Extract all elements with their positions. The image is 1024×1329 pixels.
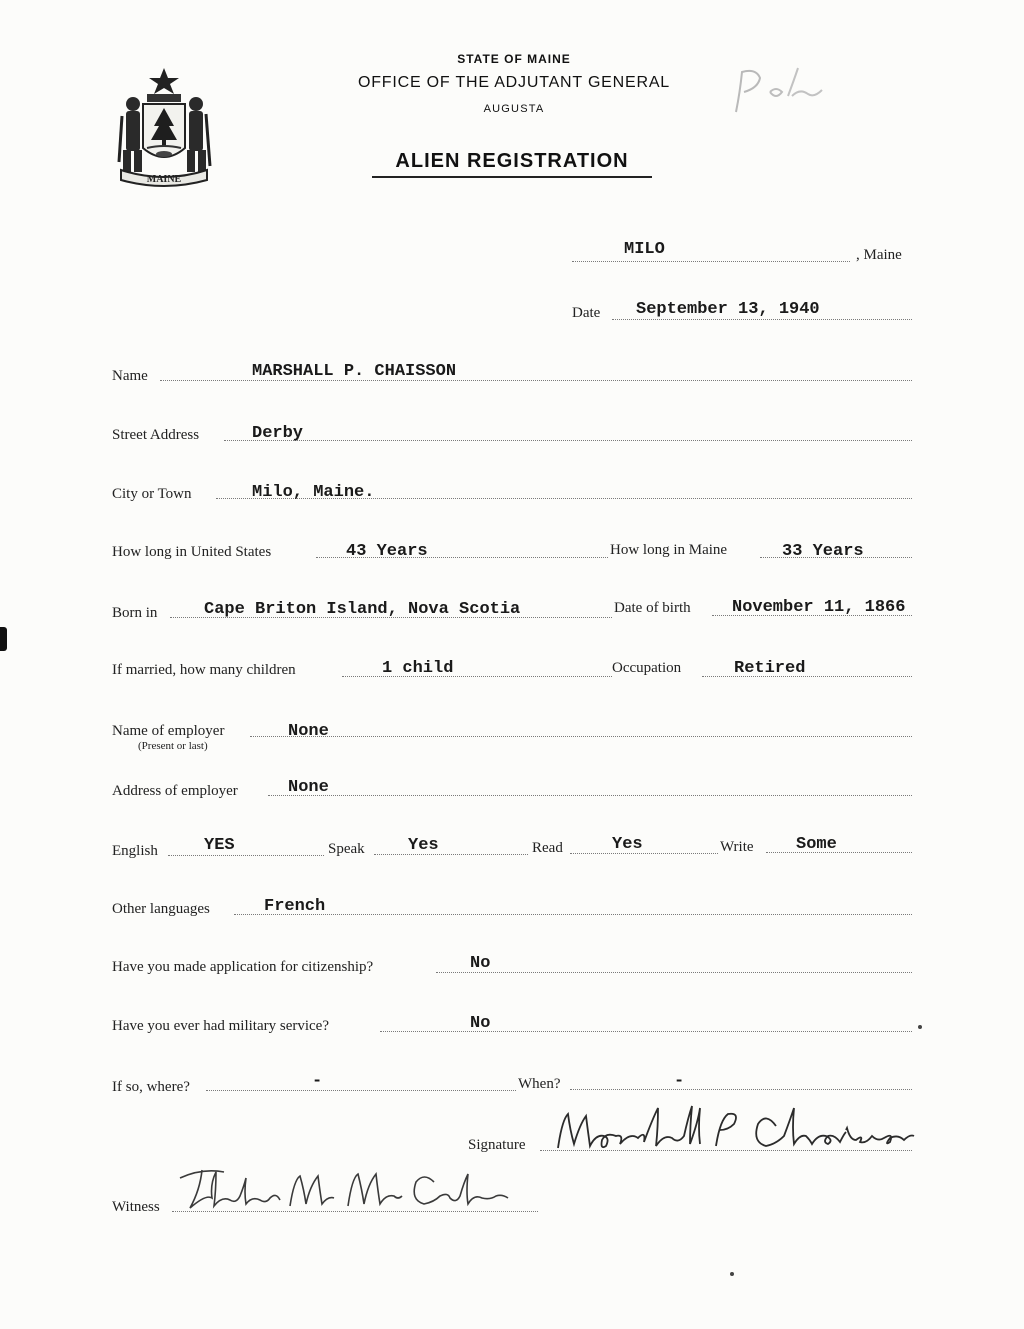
city-value: Milo, Maine. [252,483,375,502]
place-value: MILO [624,240,665,259]
place-line [572,261,850,262]
where-value: - [312,1072,323,1091]
years-us-value: 43 Years [346,542,428,561]
read-line [570,853,718,854]
years-maine-value: 33 Years [782,542,864,561]
when-label: When? [518,1076,561,1092]
city-label: City or Town [112,486,192,502]
employer-label: Name of employer [112,723,225,739]
pencil-notation-icon [726,62,836,122]
birth-date-value: November 11, 1866 [732,598,906,617]
street-label: Street Address [112,427,200,443]
when-value: - [674,1072,685,1091]
employer-address-value: None [288,778,329,797]
english-label: English [112,843,158,859]
birth-date-label: Date of birth [614,600,691,616]
date-value: September 13, 1940 [636,300,820,319]
military-line [380,1031,912,1032]
write-label: Write [720,839,754,855]
military-label: Have you ever had military service? [112,1018,329,1034]
speak-value: Yes [408,836,439,855]
office-heading: OFFICE OF THE ADJUTANT GENERAL [357,74,671,91]
name-label: Name [112,368,148,384]
children-value: 1 child [382,659,454,678]
date-line [612,319,912,320]
other-languages-label: Other languages [112,901,210,917]
employer-line [250,736,912,737]
employer-note: (Present or last) [138,740,208,752]
military-value: No [470,1014,491,1033]
born-in-label: Born in [112,605,158,621]
write-line [766,852,912,853]
citizenship-value: No [470,954,491,973]
read-value: Yes [612,835,643,854]
other-languages-value: French [264,897,326,916]
street-line [224,440,912,441]
svg-text:MAINE: MAINE [146,174,182,185]
speak-label: Speak [328,841,365,857]
when-line [570,1089,912,1090]
employer-address-line [268,795,912,796]
witness-label: Witness [112,1199,160,1215]
witness-signature-icon [172,1160,522,1218]
street-value: Derby [252,424,304,443]
paper-speck [730,1272,734,1276]
date-label: Date [572,305,601,321]
occupation-label: Occupation [612,660,682,676]
form-title: ALIEN REGISTRATION [395,150,629,172]
english-value: YES [204,836,235,855]
years-maine-label: How long in Maine [610,542,728,558]
state-seal-icon [113,66,215,188]
scan-edge-mark [0,627,7,651]
citizenship-line [436,972,912,973]
english-line [168,855,324,856]
years-us-label: How long in United States [112,544,272,560]
paper-speck [918,1025,922,1029]
other-languages-line [234,914,912,915]
employer-address-label: Address of employer [112,783,238,799]
born-in-value: Cape Briton Island, Nova Scotia [204,600,521,619]
children-label: If married, how many children [112,662,296,678]
title-underline [372,176,652,178]
citizenship-label: Have you made application for citizenship? [112,959,374,975]
occupation-value: Retired [734,659,806,678]
state-heading: STATE OF MAINE [457,52,571,66]
name-value: MARSHALL P. CHAISSON [252,362,457,381]
read-label: Read [532,840,563,856]
signature-label: Signature [468,1137,526,1153]
place-suffix: , Maine [856,247,902,263]
employer-value: None [288,722,329,741]
write-value: Some [796,835,837,854]
where-label: If so, where? [112,1079,190,1095]
speak-line [374,854,528,855]
city-heading: AUGUSTA [483,103,545,115]
where-line [206,1090,516,1091]
signature-icon [544,1100,924,1164]
